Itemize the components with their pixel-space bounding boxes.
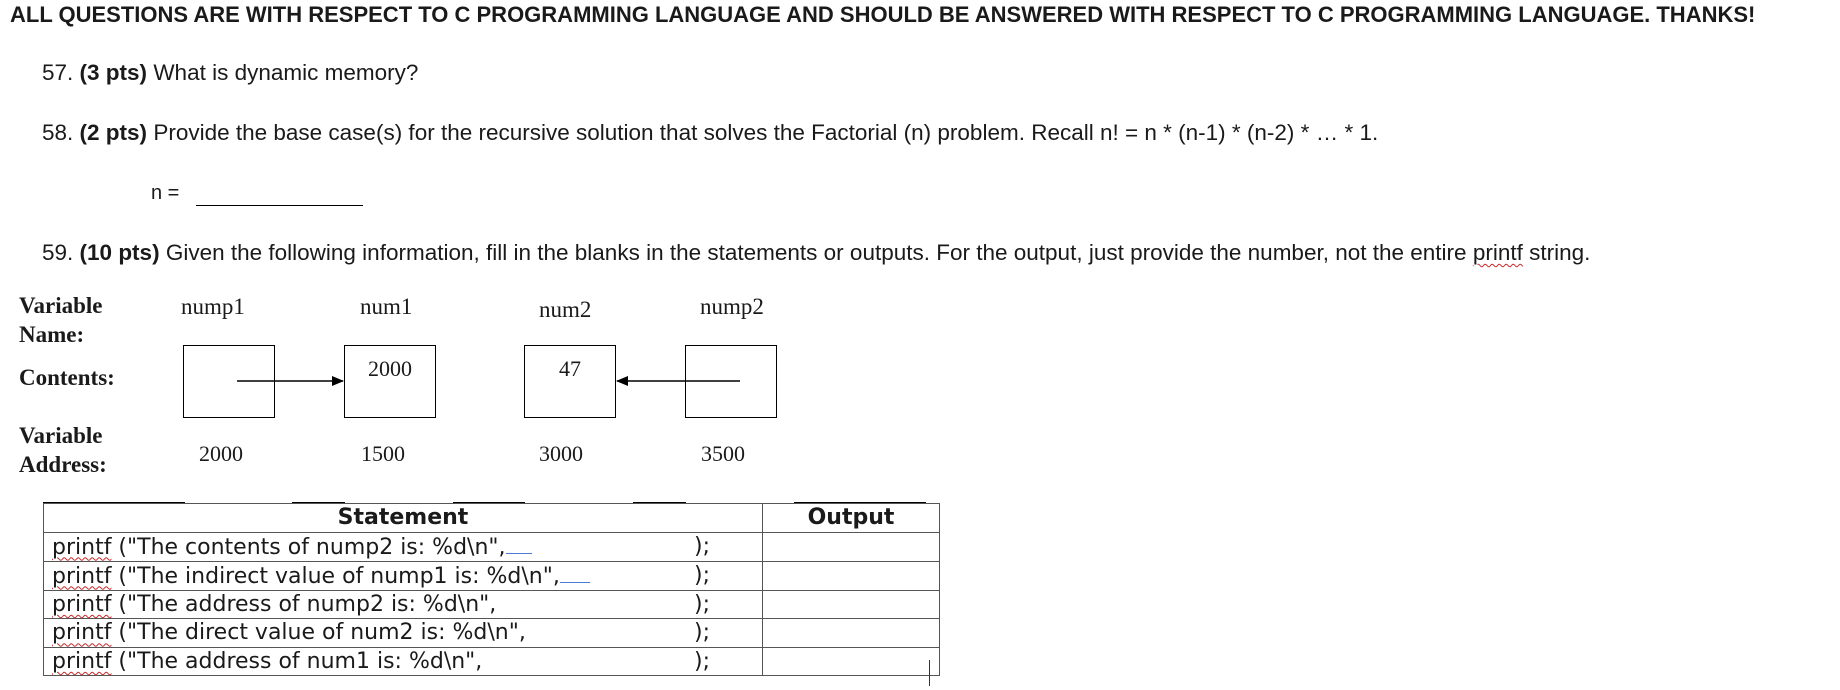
close-paren: ); [694, 591, 710, 617]
statement-text: ("The address of num1 is: %d\n", [111, 648, 483, 674]
statement-blank[interactable] [560, 562, 590, 583]
output-cell[interactable] [763, 619, 940, 648]
header-output: Output [763, 504, 940, 533]
printf-keyword: printf [52, 563, 112, 589]
close-paren: ); [694, 648, 710, 674]
output-cell[interactable] [763, 590, 940, 619]
statement-cell [44, 532, 763, 561]
printf-keyword: printf [52, 620, 112, 646]
question-number: 58. [42, 120, 74, 145]
question-text-printf: printf [1472, 240, 1523, 265]
row-label-line: Name: [19, 322, 85, 347]
row-label-line: Variable [19, 423, 103, 448]
close-paren: ); [694, 533, 710, 559]
statement-text: ("The indirect value of nump1 is: %d\n", [111, 563, 560, 589]
text-cursor [929, 660, 930, 686]
address-nump1: 2000 [199, 441, 243, 466]
question-number: 57. [42, 60, 74, 85]
var-name-num1: num1 [360, 294, 413, 319]
question-text: What is dynamic memory? [153, 60, 419, 85]
address-nump2: 3500 [701, 441, 745, 466]
row-label-contents: Contents: [19, 365, 115, 390]
statement-text: ("The address of nump2 is: %d\n", [111, 591, 497, 617]
address-num2: 3000 [539, 441, 583, 466]
statement-blank[interactable] [506, 533, 532, 554]
points: (3 pts) [79, 60, 148, 85]
instructions-banner: ALL QUESTIONS ARE WITH RESPECT TO C PROGRAMMING LANGUAGE AND SHOULD BE ANSWERED WITH RESPECT TO C PROGRAMMING LANGUAGE. THANKS! [10, 2, 1756, 27]
statement-cell [44, 590, 763, 619]
points: (2 pts) [79, 120, 148, 145]
printf-keyword: printf [52, 591, 112, 617]
points: (10 pts) [79, 240, 160, 265]
row-label-line: Address: [19, 452, 107, 477]
statement-cell [44, 619, 763, 648]
question-text: Given the following information, fill in the blanks in the statements or outputs. For the output, just provide the number, not the entire [165, 240, 1467, 265]
output-cell[interactable] [763, 561, 940, 590]
question-number: 59. [42, 240, 74, 265]
close-paren: ); [694, 562, 710, 588]
statement-cell [44, 647, 763, 676]
output-cell[interactable] [763, 647, 940, 676]
var-name-nump2: nump2 [700, 294, 764, 319]
content-value: 47 [559, 356, 581, 381]
table-row [44, 532, 940, 561]
table-row [44, 647, 940, 676]
statement-cell [44, 561, 763, 590]
statement-text: ("The contents of nump2 is: %d\n", [111, 534, 506, 560]
table-row [44, 590, 940, 619]
question-text-end: string. [1529, 240, 1591, 265]
table-row [44, 619, 940, 648]
var-name-nump1: nump1 [181, 294, 245, 319]
row-label-line: Variable [19, 293, 103, 318]
answer-label: n = [151, 182, 180, 204]
statement-output-table [43, 503, 940, 676]
printf-keyword: printf [52, 534, 112, 560]
output-cell[interactable] [763, 532, 940, 561]
table-header-row [44, 504, 940, 533]
printf-keyword: printf [52, 648, 112, 674]
header-statement: Statement [44, 504, 763, 533]
content-value: 2000 [368, 356, 412, 381]
close-paren: ); [694, 620, 710, 645]
address-num1: 1500 [361, 441, 405, 466]
statement-text: ("The direct value of num2 is: %d\n", [111, 620, 526, 646]
table-row [44, 561, 940, 590]
var-name-num2: num2 [539, 297, 592, 322]
question-text: Provide the base case(s) for the recursive solution that solves the Factorial (n) problem. Recall n! = n * (n-1) * (n-2) * … * 1. [153, 120, 1379, 145]
